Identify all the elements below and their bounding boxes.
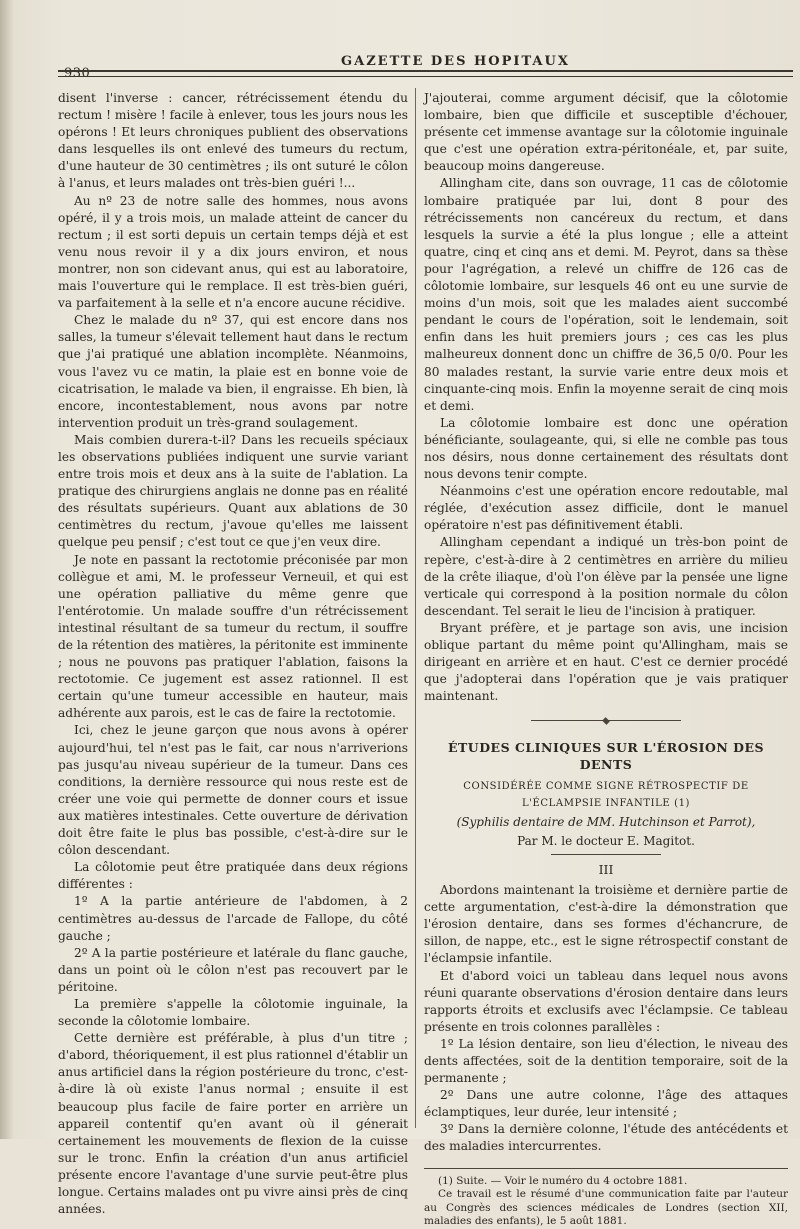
left-column <box>58 90 408 1218</box>
list-item: 3º Dans la dernière colonne, l'étude des antécédents et des maladies intercurrentes. <box>424 1122 788 1154</box>
paragraph: Bryant préfère, et je partage son avis, une incision oblique partant du même point qu'Allingham, mais se dirigeant en arrière et en haut. C'est ce dernier procédé que j'adopterai dans l'opération que je vais pratiquer maintenant. <box>424 620 788 704</box>
column-divider <box>415 88 416 1128</box>
paragraph: La première s'appelle la côlotomie inguinale, la seconde la côlotomie lombaire. <box>58 996 408 1029</box>
paragraph: disent l'inverse : cancer, rétrécissement étendu du rectum ! misère ! facile à enlever, tous les jours nous les opérons ! Et leurs chroniques publient des observations dans lesquelles ils ont enlevé des tumeurs du rectum, d'une hauteur de 30 centimètres ; ils ont suturé le côlon à l'anus, et leurs malades ont très-bien guéri !... <box>58 91 408 191</box>
paragraph: Je note en passant la rectotomie préconisée par mon collègue et ami, M. le professeur Verneuil, et qui est une opération palliative du même genre que l'entérotomie. Un malade souffre d'un rétrécissement intestinal résultant de sa tumeur du rectum, il souffre de la rétention des matières, la péritonite est imminente ; nous ne pouvons pas pratiquer l'ablation, faisons la rectotomie. Ce jugement est assez rationnel. Il est certain qu'une tumeur accessible en hauteur, mais adhérente aux parois, est le cas de faire la rectotomie. <box>58 552 408 721</box>
paragraph: Allingham cite, dans son ouvrage, 11 cas de côlotomie lombaire pratiquée par lui, dont 8 pour des rétrécissements non cancéreux du rectum, et dans lesquels la survie a été la plus longue ; elle a atteint quatre, cinq et cinq ans et demi. M. Peyrot, dans sa thèse pour l'agrégation, a relevé un chiffre de 126 cas de côlotomie lombaire, sur lesquels 46 ont eu une survie de moins d'un mois, soit que les malades aient succombé pendant le cours de l'opération, soit le lendemain, soit enfin dans les huit premiers jours ; ces cas les plus malheureux donnent donc un chiffre de 36,5 0/0. Pour les 80 malades restant, la survie varie entre deux mois et cinquante-cinq mois. Enfin la moyenne serait de cinq mois et demi. <box>424 176 788 413</box>
paragraph: J'ajouterai, comme argument décisif, que la côlotomie lombaire, bien que difficile et susceptible d'échouer, présente cet immense avantage sur la côlotomie inguinale que c'est une opération extra-péritonéale, et, par suite, beaucoup moins dangereuse. <box>424 91 788 174</box>
list-item: 1º A la partie antérieure de l'abdomen, à 2 centimètres au-dessus de l'arcade de Fallope, du côté gauche ; <box>58 894 408 943</box>
byline: Par M. le docteur E. Magitot. <box>517 833 695 848</box>
paragraph: Allingham cependant a indiqué un très-bon point de repère, c'est-à-dire à 2 centimètres en arrière du milieu de la crête iliaque, d'où l'on élève par la pensée une ligne verticale qui correspond à la position normale du côlon descendant. Tel serait le lieu de l'incision à pratiquer. <box>424 535 788 618</box>
paragraph: Ici, chez le jeune garçon que nous avons à opérer aujourd'hui, tel n'est pas le fait, car nous n'arriverions pas jusqu'au niveau supérieur de la tumeur. Dans ces conditions, la dernière ressource qui nous reste est de créer une voie qui permette de donner cours et issue aux matières intestinales. Cette ouverture de dérivation doit être faite le plus bas possible, c'est-à-dire sur le côlon descendant. <box>58 723 408 858</box>
section-subtitle: CONSIDÉRÉE COMME SIGNE RÉTROSPECTIF DE L'ÉCLAMPSIE INFANTILE (1) <box>463 780 749 809</box>
paragraph: Abordons maintenant la troisième et dernière partie de cette argumentation, c'est-à-dire la démonstration que l'érosion dentaire, dans ses formes d'échancrure, de sillon, de nappe, etc., est le signe rétrospectif constant de l'éclampsie infantile. <box>424 883 788 966</box>
part-number: III <box>598 861 614 877</box>
footnote-line: Ce travail est le résumé d'une communication faite par l'auteur au Congrès des sciences médicales de Londres (section XII, maladies des enfants), le 5 août 1881. <box>424 1188 788 1228</box>
paragraph: Cette dernière est préférable, à plus d'un titre ; d'abord, théoriquement, il est plus rationnel d'établir un anus artificiel dans la région postérieure du tronc, c'est-à-dire là où existe l'anus normal ; ensuite il est beaucoup plus facile de faire porter en arrière un appareil contentif qu'en avant où il génerait certainement les mouvements de flexion de la cuisse sur le tronc. Enfin la création d'un anus artificiel présente encore l'avantage d'une survie peut-être plus longue. Certains malades ont pu vivre ainsi près de cinq années. <box>58 1031 408 1217</box>
paragraph: La côlotomie lombaire est donc une opération bénéficiante, soulageante, qui, si elle ne comble pas tous nos désirs, nous donne certainement des résultats dont nous devons tenir compte. <box>424 415 788 482</box>
paragraph: Mais combien durera-t-il? Dans les recueils spéciaux les observations publiées indiquent une survie variant entre trois mois et deux ans à la suite de l'ablation. La pratique des chirurgiens anglais ne donne pas en réalité des résultats supérieurs. Quant aux ablations de 30 centimètres du rectum, j'avoue qu'elles me laissent quelque peu pensif ; c'est tout ce que j'en veux dire. <box>58 432 408 550</box>
right-column <box>424 90 788 1229</box>
section-separator <box>531 717 681 725</box>
header-rule <box>58 70 793 77</box>
byline-rule <box>551 854 661 855</box>
list-item: 2º Dans une autre colonne, l'âge des attaques éclamptiques, leur durée, leur intensité ; <box>424 1088 788 1120</box>
list-item: 1º La lésion dentaire, son lieu d'élection, le niveau des dents affectées, soit de la dentition temporaire, soit de la permanente ; <box>424 1036 788 1086</box>
section-subtitle-italic: (Syphilis dentaire de MM. Hutchinson et Parrot), <box>456 814 756 829</box>
paragraph: Néanmoins c'est une opération encore redoutable, mal réglée, d'exécution assez difficile, dont le manuel opératoire n'est pas définitivement établi. <box>424 484 788 533</box>
paragraph: Et d'abord voici un tableau dans lequel nous avons réuni quarante observations d'érosion dentaire dans leurs rapports étroits et exclusifs avec l'éclampsie. Ce tableau présente en trois colonnes parallèles : <box>424 968 788 1034</box>
footnote <box>424 1175 788 1229</box>
paragraph: Chez le malade du nº 37, qui est encore dans nos salles, la tumeur s'élevait tellement haut dans le rectum que j'ai pratiqué une ablation incomplète. Néanmoins, vous l'avez vu ce matin, la plaie est en bonne voie de cicatrisation, le malade va bien, il engraisse. Eh bien, là encore, incontestablement, nous avons par notre intervention produit un très-grand soulagement. <box>58 313 408 430</box>
section-title: ÉTUDES CLINIQUES SUR L'ÉROSION DES DENTS <box>447 740 765 773</box>
footnote-line: (1) Suite. — Voir le numéro du 4 octobre 1881. <box>438 1174 688 1187</box>
paragraph: Au nº 23 de notre salle des hommes, nous avons opéré, il y a trois mois, un malade atteint de cancer du rectum ; il est sorti depuis un certain temps déjà et est venu nous revoir il y a dix jours environ, et nous montrer, non son cidevant anus, qui est au laboratoire, mais l'ouverture qui le remplace. Il est très-bien guéri, va parfaitement à la selle et n'a encore aucune récidive. <box>58 193 408 311</box>
page-number: 930 <box>64 66 91 81</box>
paragraph: La côlotomie peut être pratiquée dans deux régions différentes : <box>58 860 408 892</box>
list-item: 2º A la partie postérieure et latérale du flanc gauche, dans un point où le côlon n'est pas recouvert par le péritoine. <box>58 945 408 994</box>
running-title: GAZETTE DES HOPITAUX <box>341 54 570 69</box>
binding-spine <box>0 0 14 1139</box>
footnote-rule <box>424 1168 788 1169</box>
